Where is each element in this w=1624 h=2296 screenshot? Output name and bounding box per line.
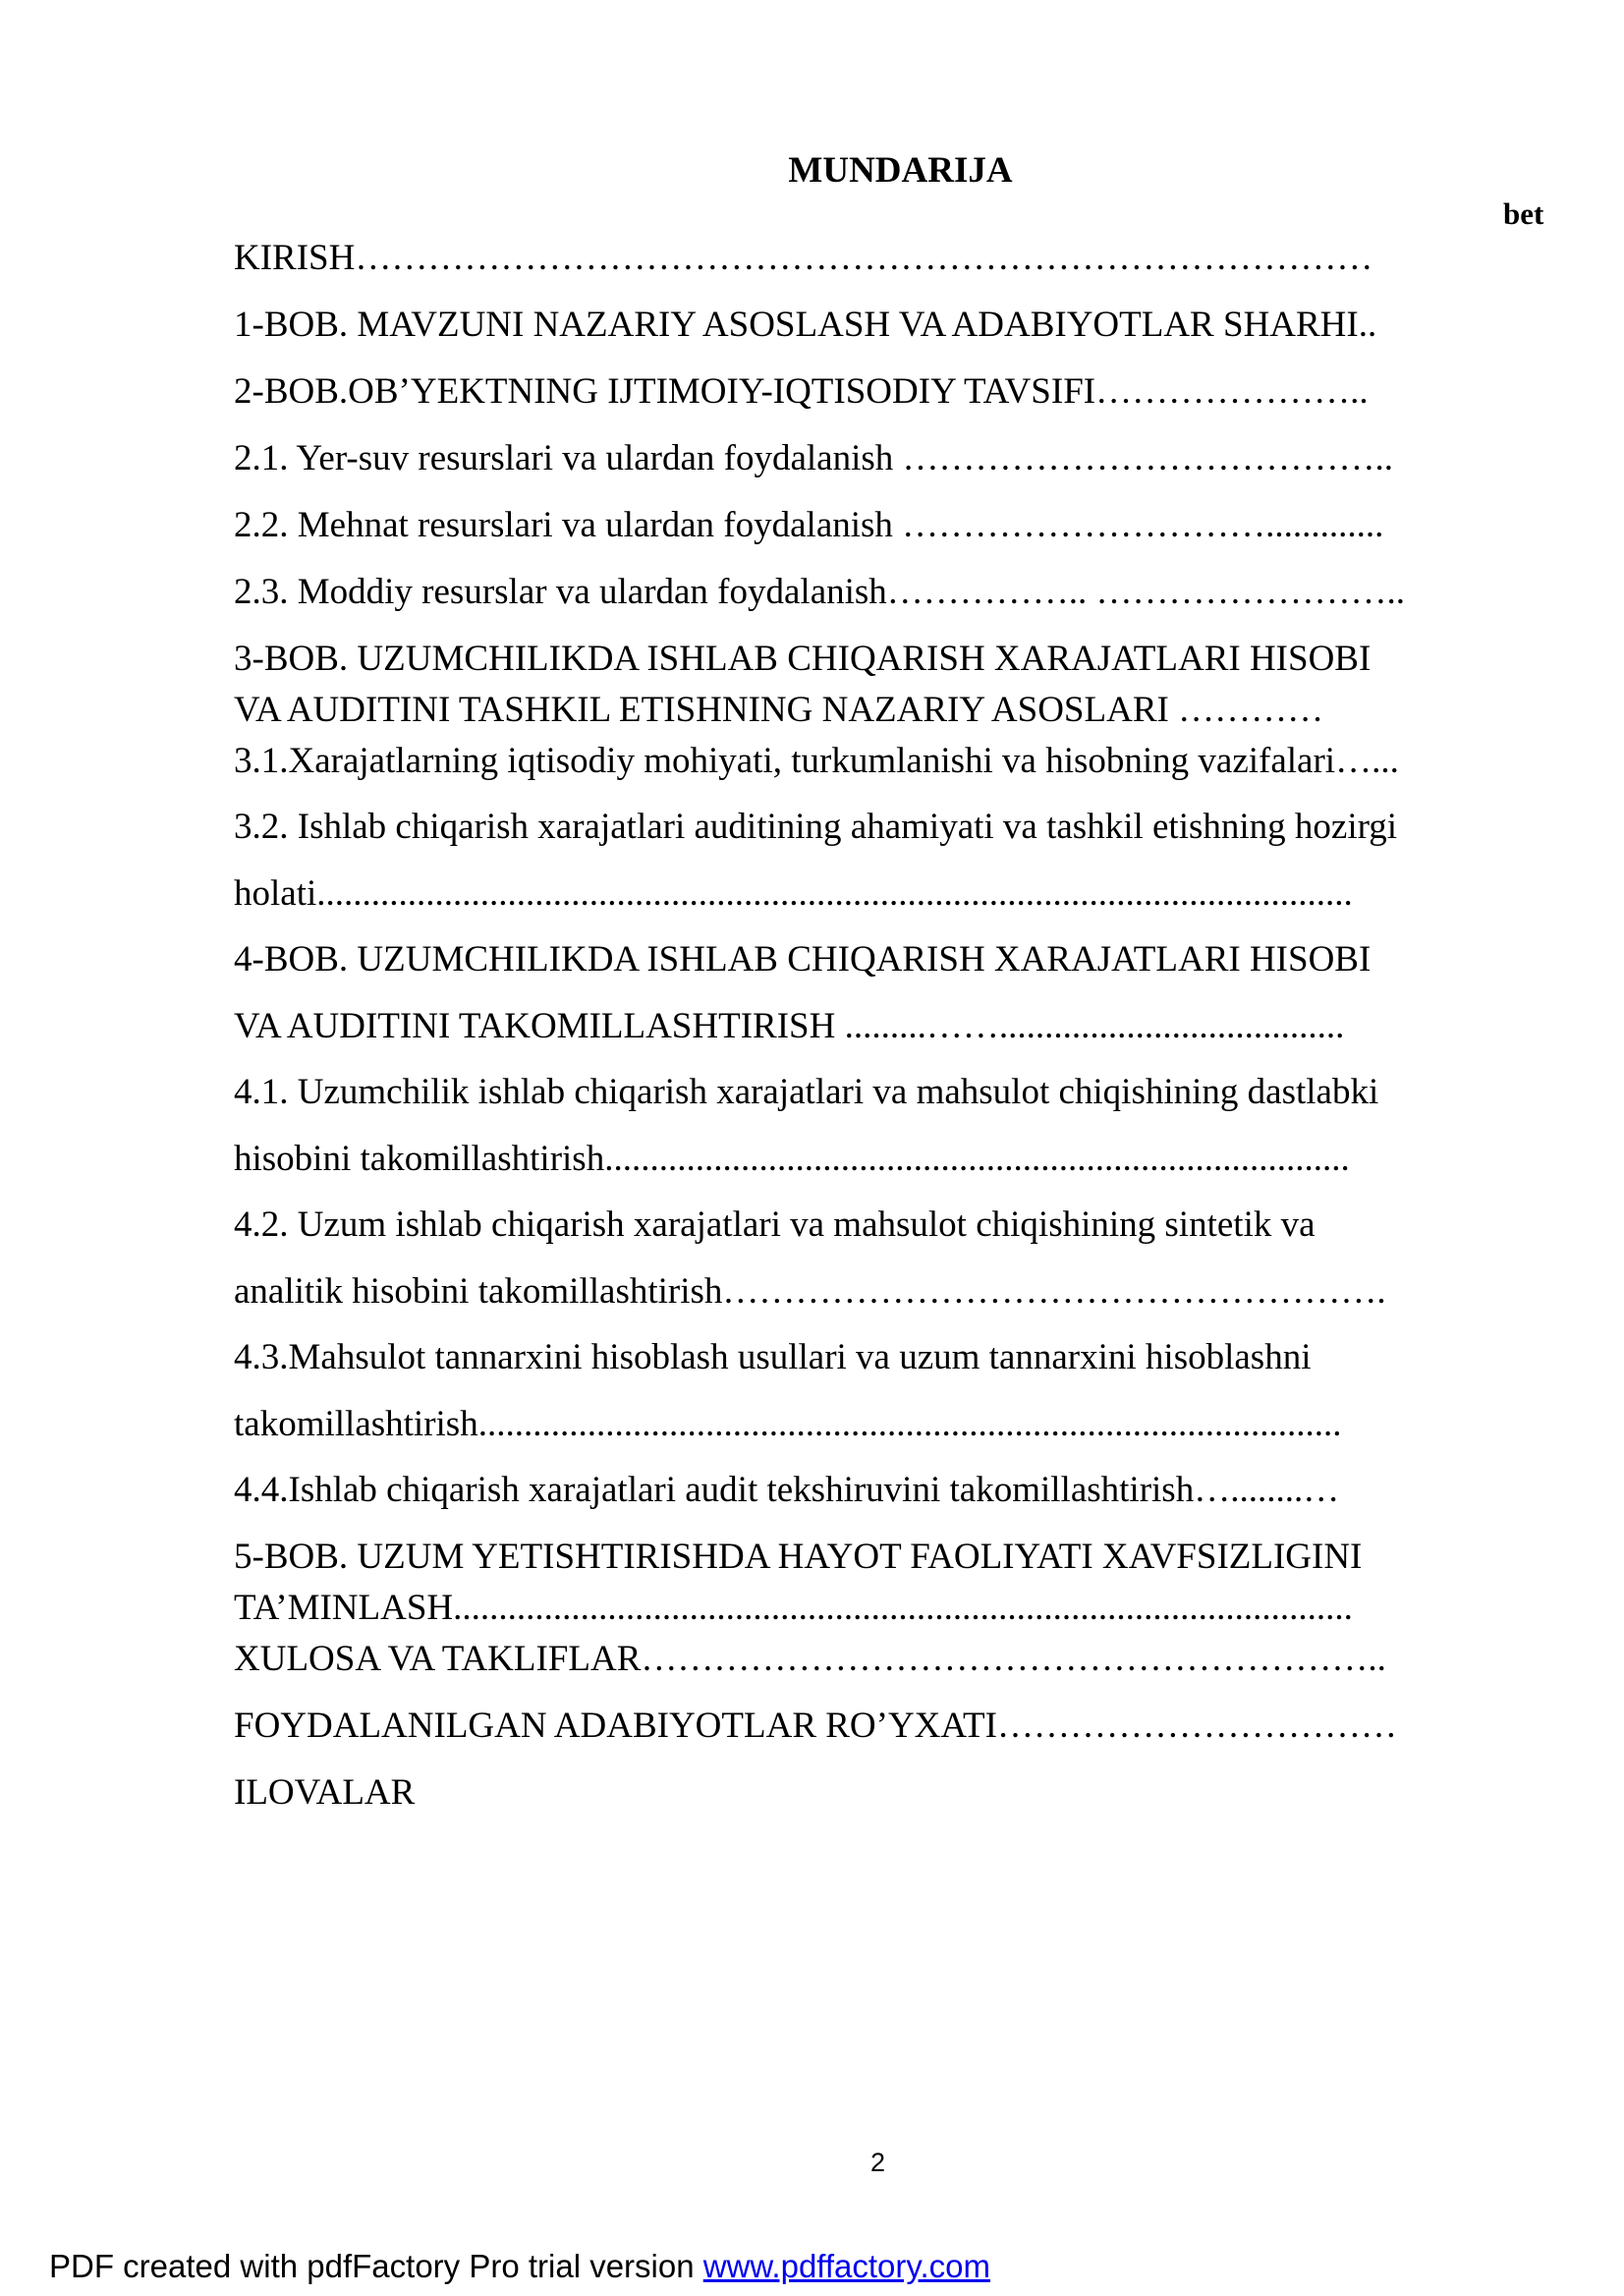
toc-entry: 4.1. Uzumchilik ishlab chiqarish xarajatlari va mahsulot chiqishining dastlabki (234, 1072, 1379, 1112)
toc-entry: holati.................................................................................................................. (234, 873, 1353, 914)
page-number: 2 (869, 2148, 886, 2177)
toc-entry: 4.2. Uzum ishlab chiqarish xarajatlari va mahsulot chiqishining sintetik va (234, 1204, 1316, 1245)
toc-entry: KIRISH………………………………………………………………………… (234, 238, 1373, 278)
toc-entry: 2.1. Yer-suv resurslari va ulardan foydalanish ………………………………….. (234, 438, 1394, 478)
toc-entry: 1-BOB. MAVZUNI NAZARIY ASOSLASH VA ADABIYOTLAR SHARHI.. (234, 305, 1377, 345)
toc-entry: 3-BOB. UZUMCHILIKDA ISHLAB CHIQARISH XARAJATLARI HISOBI (234, 639, 1372, 679)
page-column-label: bet (1503, 196, 1544, 231)
toc-entry: XULOSA VA TAKLIFLAR…………………………………………………….. (234, 1639, 1386, 1679)
toc-entry: 5-BOB. UZUM YETISHTIRISHDA HAYOT FAOLIYATI XAVFSIZLIGINI (234, 1537, 1363, 1577)
page-title: MUNDARIJA (788, 150, 1013, 191)
toc-entry: 4-BOB. UZUMCHILIKDA ISHLAB CHIQARISH XARAJATLARI HISOBI (234, 939, 1372, 980)
toc-entry: 3.1.Xarajatlarning iqtisodiy mohiyati, turkumlanishi va hisobning vazifalari…... (234, 741, 1399, 781)
toc-entry: 4.4.Ishlab chiqarish xarajatlari audit tekshiruvini takomillashtirish…........… (234, 1470, 1340, 1510)
footer-text: PDF created with pdfFactory Pro trial version (49, 2248, 703, 2284)
toc-entry: TA’MINLASH................................................................................................... (234, 1588, 1353, 1628)
toc-entry: analitik hisobini takomillashtirish………………………………………………. (234, 1271, 1386, 1312)
toc-entry: 2.3. Moddiy resurslar va ulardan foydalanish…………….. …………………….. (234, 572, 1406, 612)
toc-entry: hisobini takomillashtirish.................................................................................. (234, 1139, 1350, 1179)
toc-entry: FOYDALANILGAN ADABIYOTLAR RO’YXATI…………………………… (234, 1706, 1397, 1746)
footer-link[interactable]: www.pdffactory.com (702, 2248, 990, 2284)
toc-entry: VA AUDITINI TASHKIL ETISHNING NAZARIY ASOSLARI ………… (234, 690, 1324, 730)
toc-entry: VA AUDITINI TAKOMILLASHTIRISH .........……...................................... (234, 1006, 1345, 1046)
toc-entry: 4.3.Mahsulot tannarxini hisoblash usullari va uzum tannarxini hisoblashni (234, 1337, 1312, 1377)
toc-entry: ILOVALAR (234, 1772, 416, 1813)
toc-entry: 2-BOB.OB’YEKTNING IJTIMOIY-IQTISODIY TAVSIFI………………….. (234, 371, 1369, 412)
toc-entry: takomillashtirish............................................................................................... (234, 1404, 1342, 1444)
toc-entry: 3.2. Ishlab chiqarish xarajatlari auditining ahamiyati va tashkil etishning hozirgi (234, 807, 1398, 847)
toc-entry: 2.2. Mehnat resurslari va ulardan foydalanish …………………………............. (234, 505, 1384, 545)
pdf-footer (49, 2248, 990, 2285)
